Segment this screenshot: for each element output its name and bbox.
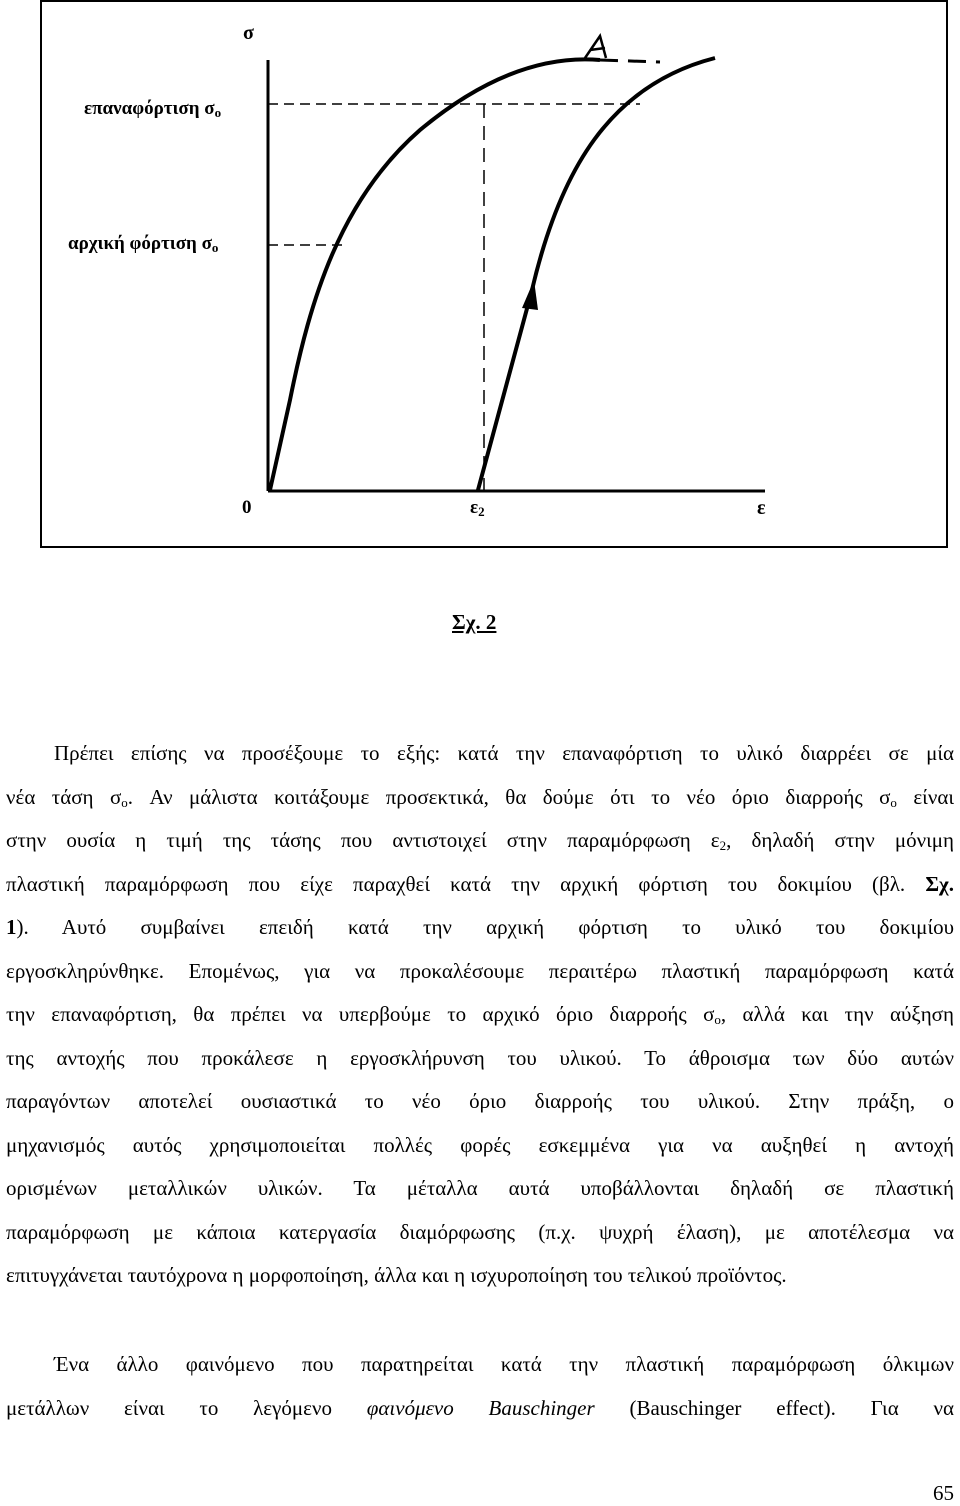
p1-l7b: , αλλά και την αύξηση [720,1002,954,1026]
p1-l7sub: o [714,1012,721,1027]
figure-ref-number: 1 [6,915,17,939]
p1-l2c: είναι [896,784,954,809]
p1-line-4 [6,863,954,907]
p1-l3b: , δηλαδή στην μόνιμη [726,828,954,852]
p1-l3sub: 2 [719,838,727,853]
strain-point-sub: 2 [478,504,485,519]
bauschinger-term: φαινόμενο Bauschinger [366,1395,595,1420]
reload-arrow-icon [522,280,538,310]
initial-stress-text: αρχική φόρτιση σ [68,233,212,254]
origin-label: 0 [242,497,252,518]
p1-line-5 [6,906,954,950]
p2-l1: Ένα άλλο φαινόμενο που παρατηρείται κατά την πλαστική παραμόρφωση όλκιμων [54,1352,954,1376]
p1-l2a: νέα τάση σ [6,784,122,809]
p2-l2b: (Bauschinger effect). Για να [594,1395,954,1420]
p1-l10: μηχανισμός αυτός χρησιμοποιείται πολλές φορές εσκεμμένα για να αυξηθεί η αντοχή [6,1132,954,1157]
p2-l2a: μετάλλων είναι το λεγόμενο [6,1395,367,1420]
strain-point-text: ε [470,497,479,518]
original-curve-dashed [600,60,660,62]
p1-l4a: πλαστική παραμόρφωση που είχε παραχθεί κατά την αρχική φόρτιση του δοκιμίου (βλ. [6,871,926,896]
p1-line-3 [6,819,954,863]
p1-l7a: την επαναφόρτιση, θα πρέπει να υπερβούμε το αρχικό όριο διαρροής σ [6,1002,715,1026]
paragraph-2 [6,1343,954,1430]
p1-l3a: στην ουσία η τιμή της τάσης που αντιστοιχεί στην παραμόρφωση ε [6,828,720,852]
page-number: 65 [933,1481,954,1505]
reload-stress-text: επαναφόρτιση σ [84,98,215,119]
p1-l11: ορισμένων μεταλλικών υλικών. Τα μέταλλα αυτά υποβάλλονται δηλαδή σε πλαστική [6,1176,954,1200]
p1-l2sub: o [121,794,128,810]
p1-l2b: . Αν μάλιστα κοιτάξουμε προσεκτικά, θα δούμε ότι το νέο όριο διαρροής σ [127,784,891,809]
strain-point-label [470,497,485,520]
paragraph-1 [6,732,954,1298]
p1-line-7 [6,993,954,1037]
initial-stress-label [68,233,218,256]
reloading-line [478,58,715,490]
p2-line-1 [6,1343,954,1387]
p1-l5b: ). Αυτό συμβαίνει επειδή κατά την αρχική φόρτιση το υλικό του δοκιμίου [16,915,954,939]
p1-line-13 [6,1254,954,1298]
y-axis-label: σ [243,22,254,44]
p1-line-6 [6,950,954,994]
figure-caption: Σχ. 2 [452,610,497,634]
curve-label-a-icon [585,36,606,58]
p1-l8: της αντοχής που προκάλεσε η εργοσκλήρυνση του υλικού. Το άθροισμα των δύο αυτών [6,1045,954,1070]
p1-line-9 [6,1080,954,1124]
p2-line-2 [6,1387,954,1431]
p1-l6: εργοσκληρύνθηκε. Επομένως, για να προκαλέσουμε περαιτέρω πλαστική παραμόρφωση κατά [6,958,954,983]
x-axis-label: ε [757,497,766,519]
p1-line-1-text: Πρέπει επίσης να προσέξουμε το εξής: κατά την επαναφόρτιση το υλικό διαρρέει σε μία [54,741,954,765]
p1-line-10 [6,1124,954,1168]
p1-line-8 [6,1037,954,1081]
p1-l13: επιτυγχάνεται ταυτόχρονα η μορφοποίηση, άλλα και η ισχυροποίηση του τελικού προϊόντος. [6,1263,787,1287]
p1-line-2 [6,776,954,820]
p1-l9: παραγόντων αποτελεί ουσιαστικά το νέο όριο διαρροής του υλικού. Στην πράξη, ο [6,1089,954,1113]
reload-stress-label [84,98,221,121]
p1-l12: παραμόρφωση με κάποια κατεργασία διαμόρφωσης (π.χ. ψυχρή έλαση), με αποτέλεσμα να [6,1219,954,1244]
p1-line-1 [6,732,954,776]
initial-stress-sub: o [211,240,219,255]
p1-line-12 [6,1211,954,1255]
stress-strain-figure [0,0,960,560]
figure-ref: Σχ. [925,871,954,896]
loading-curve [270,59,600,490]
p1-l2sub2: o [890,794,897,810]
p1-line-11 [6,1167,954,1211]
reload-stress-sub: o [214,105,222,120]
